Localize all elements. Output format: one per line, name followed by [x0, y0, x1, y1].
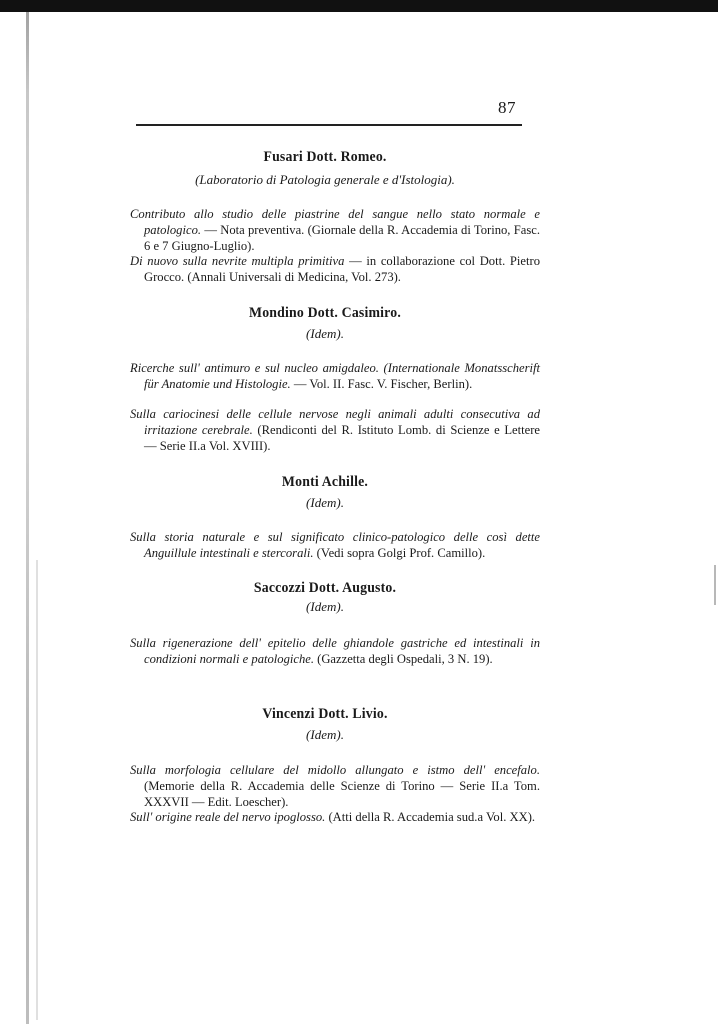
- entry-citation: (Memorie della R. Accademia delle Scienze di Torino — Serie II.a Tom. XXXVII — Edit. Loescher).: [144, 779, 540, 810]
- page-number: 87: [498, 98, 516, 117]
- entry-citation: (Vedi sopra Golgi Prof. Camillo).: [313, 546, 486, 561]
- bibliography-entry: [130, 635, 540, 667]
- author-heading: Vincenzi Dott. Livio.: [262, 706, 388, 722]
- bibliography-entry: [130, 253, 540, 285]
- page-top-shadow: [0, 0, 718, 12]
- entry-title: Di nuovo sulla nevrite multipla primitiva: [130, 254, 345, 268]
- affiliation-line: (Idem).: [306, 599, 344, 614]
- author-heading: Mondino Dott. Casimiro.: [249, 305, 401, 321]
- entry-citation: — Vol. II. Fasc. V. Fischer, Berlin).: [290, 377, 473, 392]
- affiliation-line: (Idem).: [306, 727, 344, 742]
- author-heading: Monti Achille.: [281, 474, 369, 490]
- header-rule: [136, 124, 522, 126]
- affiliation-line: (Idem).: [306, 495, 344, 510]
- page-binding-edge-outer: [36, 560, 38, 1020]
- page-right-edge-mark: [714, 565, 716, 605]
- entry-title: Sulla cariocinesi delle cellule nervose negli animali adulti consecutiva ad irritazione cerebrale.: [130, 407, 540, 438]
- entry-citation: — in collaborazione col Dott. Pietro Grocco. (Annali Universali di Medicina, Vol. 273).: [144, 254, 540, 285]
- entry-title: Sulla storia naturale e sul significato clinico-patologico delle così dette Anguillule intestinali e stercorali.: [130, 530, 540, 561]
- affiliation-line: (Idem).: [306, 326, 344, 341]
- entry-citation: (Rendiconti del R. Istituto Lomb. di Scienze e Lettere — Serie II.a Vol. XVIII).: [144, 423, 541, 454]
- bibliography-entry: [130, 406, 540, 455]
- entry-title: Sulla morfologia cellulare del midollo allungato e istmo dell' encefalo.: [130, 763, 540, 777]
- entry-title: Contributo allo studio delle piastrine del sangue nello stato normale e patologico.: [130, 207, 540, 238]
- entry-title: Sull' origine reale del nervo ipoglosso.: [130, 810, 326, 824]
- entry-title: Ricerche sull' antimuro e sul nucleo amigdaleo. (Internationale Monatsscherift für Anatomie und Histologie.: [130, 361, 540, 392]
- author-heading: Saccozzi Dott. Augusto.: [253, 580, 397, 596]
- entry-citation: (Atti della R. Accademia sud.a Vol. XX).: [325, 810, 536, 824]
- bibliography-entry: [130, 360, 540, 392]
- bibliography-entry: [130, 529, 540, 561]
- bibliography-entry: [130, 762, 540, 811]
- bibliography-entry: [130, 809, 540, 825]
- entry-citation: (Gazzetta degli Ospedali, 3 N. 19).: [314, 652, 493, 667]
- bibliography-entry: [130, 206, 540, 255]
- entry-citation: — Nota preventiva. (Giornale della R. Accademia di Torino, Fasc. 6 e 7 Giugno-Luglio).: [144, 223, 540, 254]
- author-heading: Fusari Dott. Romeo.: [263, 149, 387, 165]
- affiliation-line: (Laboratorio di Patologia generale e d'Istologia).: [195, 172, 455, 187]
- entry-title: Sulla rigenerazione dell' epitelio delle ghiandole gastriche ed intestinali in condizioni normali e patologiche.: [130, 636, 540, 667]
